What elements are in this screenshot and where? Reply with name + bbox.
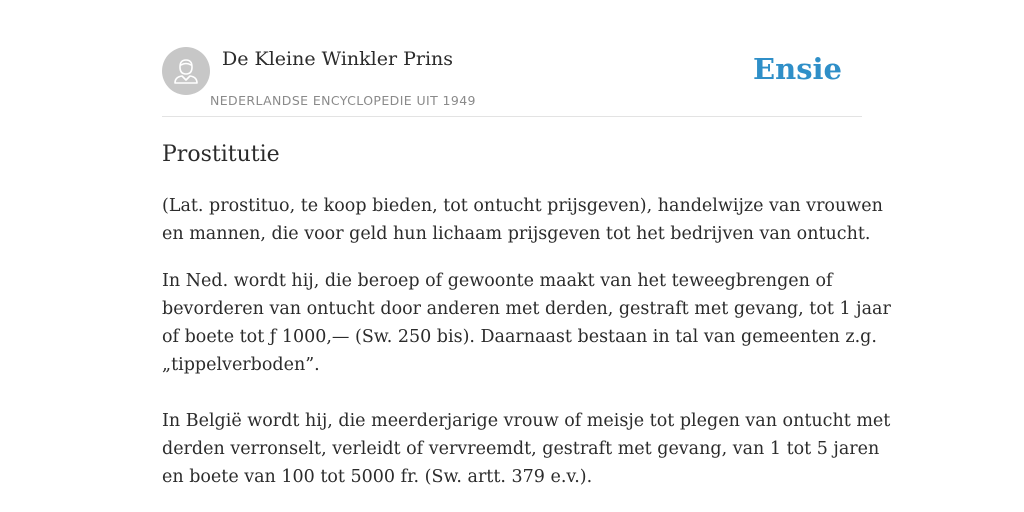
source-subtitle: NEDERLANDSE ENCYCLOPEDIE UIT 1949 xyxy=(210,93,476,108)
entry-body xyxy=(162,192,891,491)
text-line: en boete van 100 tot 5000 fr. (Sw. artt. 379 e.v.). xyxy=(162,467,593,487)
text-line: bevorderen van ontucht door anderen met derden, gestraft met gevang, tot 1 jaar xyxy=(162,299,891,319)
text-line: „tippelverboden”. xyxy=(162,355,320,375)
paragraph-3 xyxy=(162,407,891,491)
paragraph-1 xyxy=(162,192,883,248)
text-line: derden verronselt, verleidt of vervreemdt, gestraft met gevang, van 1 tot 5 jaren xyxy=(162,439,880,459)
source-header xyxy=(162,46,862,117)
text-line: en mannen, die voor geld hun lichaam prijsgeven tot het bedrijven van ontucht. xyxy=(162,224,871,244)
text-line: (Lat. prostituo, te koop bieden, tot ontucht prijsgeven), handelwijze van vrouwen xyxy=(162,196,883,216)
source-title[interactable]: De Kleine Winkler Prins xyxy=(222,48,454,70)
text-line: In België wordt hij, die meerderjarige vrouw of meisje tot plegen van ontucht met xyxy=(162,411,891,431)
entry-title: Prostitutie xyxy=(162,142,280,167)
brand-logo-link[interactable]: Ensie xyxy=(753,52,842,86)
text-line: of boete tot ƒ 1000,— (Sw. 250 bis). Daarnaast bestaan in tal van gemeenten z.g. xyxy=(162,327,877,347)
text-line: In Ned. wordt hij, die beroep of gewoonte maakt van het teweegbrengen of xyxy=(162,271,833,291)
paragraph-2 xyxy=(162,267,891,379)
user-avatar-icon xyxy=(162,47,210,95)
